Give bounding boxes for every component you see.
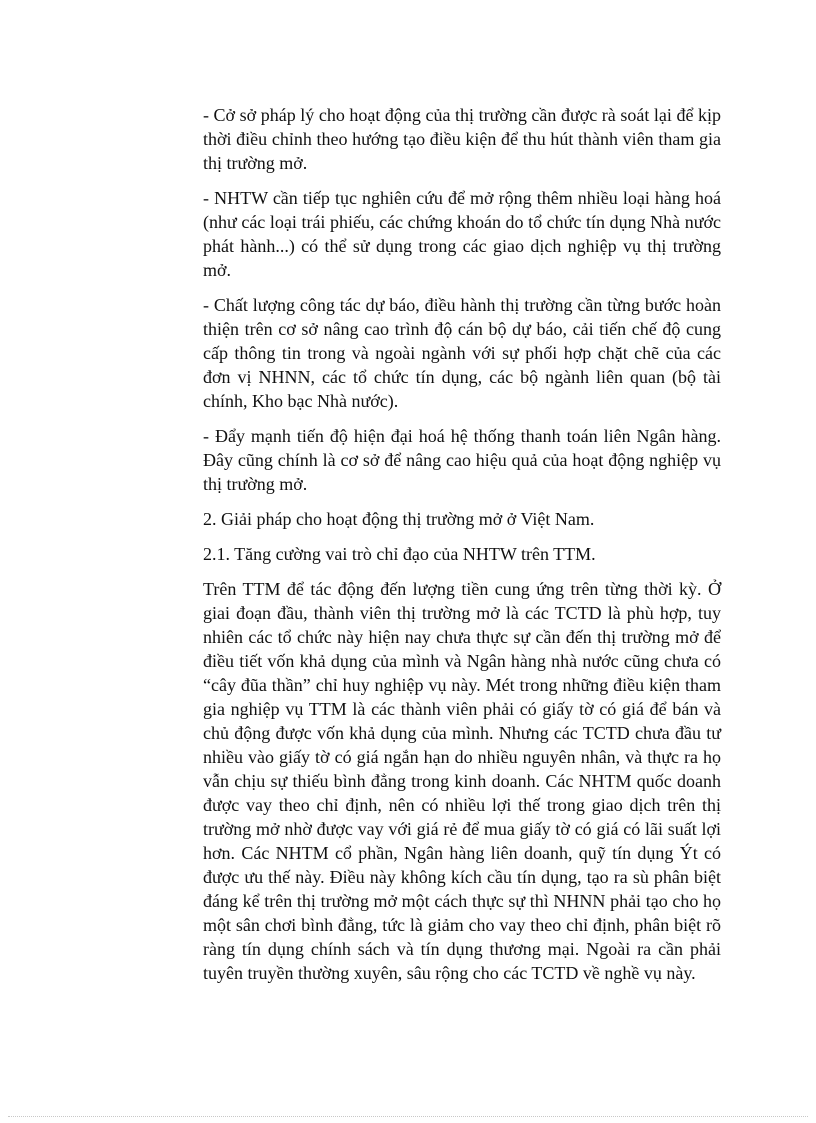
paragraph-payment-modernization: - Đẩy mạnh tiến độ hiện đại hoá hệ thống thanh toán liên Ngân hàng. Đây cũng chính là cơ sở để nâng cao hiệu quả của hoạt động nghiệp vụ thị trường mở. xyxy=(203,426,721,494)
paragraph-forecast-quality: - Chất lượng công tác dự báo, điều hành thị trường cần từng bước hoàn thiện trên cơ sở nâng cao trình độ cán bộ dự báo, cải tiến chế độ cung cấp thông tin trong và ngoài ngành với sự phối hợp chặt chẽ của các đơn vị NHNN, các tổ chức tín dụng, các bộ ngành liên quan (bộ tài chính, Kho bạc Nhà nước). xyxy=(203,295,721,411)
paragraph-main-body: Trên TTM để tác động đến lượng tiền cung ứng trên từng thời kỳ. Ở giai đoạn đầu, thành viên thị trường mở là các TCTD là phù hợp, tuy nhiên các tổ chức này hiện nay chưa thực sự cần đến thị trường mở để điều tiết vốn khả dụng của mình và Ngân hàng nhà nước cũng chưa có “cây đũa thần” chỉ huy nghiệp vụ này. Mét trong những điều kiện tham gia nghiệp vụ TTM là các thành viên phải có giấy tờ có giá để bán và chủ động được vốn khả dụng của mình. Nhưng các TCTD chưa đầu tư nhiều vào giấy tờ có giá ngắn hạn do nhiều nguyên nhân, và thực ra họ vẫn chịu sự thiếu bình đẳng trong kinh doanh. Các NHTM quốc doanh được vay theo chỉ định, nên có nhiều lợi thế trong giao dịch trên thị trường mở nhờ được vay với giá rẻ để mua giấy tờ có giá có lãi suất lợi hơn. Các NHTM cổ phần, Ngân hàng liên doanh, quỹ tín dụng Ýt có được ưu thế này. Điều này không kích cầu tín dụng, tạo ra sù phân biệt đáng kể trên thị trường mở một cách thực sự thì NHNN phải tạo cho họ một sân chơi bình đẳng, tức là giảm cho vay theo chỉ định, phân biệt rõ ràng tín dụng chính sách và tín dụng thương mại. Ngoài ra cần phải tuyên truyền thường xuyên, sâu rộng cho các TCTD về nghề vụ này. xyxy=(203,579,721,983)
subsection-heading: 2.1. Tăng cường vai trò chỉ đạo của NHTW trên TTM. xyxy=(203,544,596,564)
paragraph-legal-basis: - Cở sở pháp lý cho hoạt động của thị trường cần được rà soát lại để kịp thời điều chỉnh theo hướng tạo điều kiện để thu hút thành viên tham gia thị trường mở. xyxy=(203,105,721,173)
paragraph-expand-goods: - NHTW cần tiếp tục nghiên cứu để mở rộng thêm nhiều loại hàng hoá (như các loại trái phiếu, các chứng khoán do tổ chức tín dụng Nhà nước phát hành...) có thể sử dụng trong các giao dịch nghiệp vụ thị trường mở. xyxy=(203,188,721,280)
page-bottom-rule xyxy=(8,1116,808,1117)
document-body xyxy=(203,103,721,996)
section-heading: 2. Giải pháp cho hoạt động thị trường mở ở Việt Nam. xyxy=(203,509,595,529)
